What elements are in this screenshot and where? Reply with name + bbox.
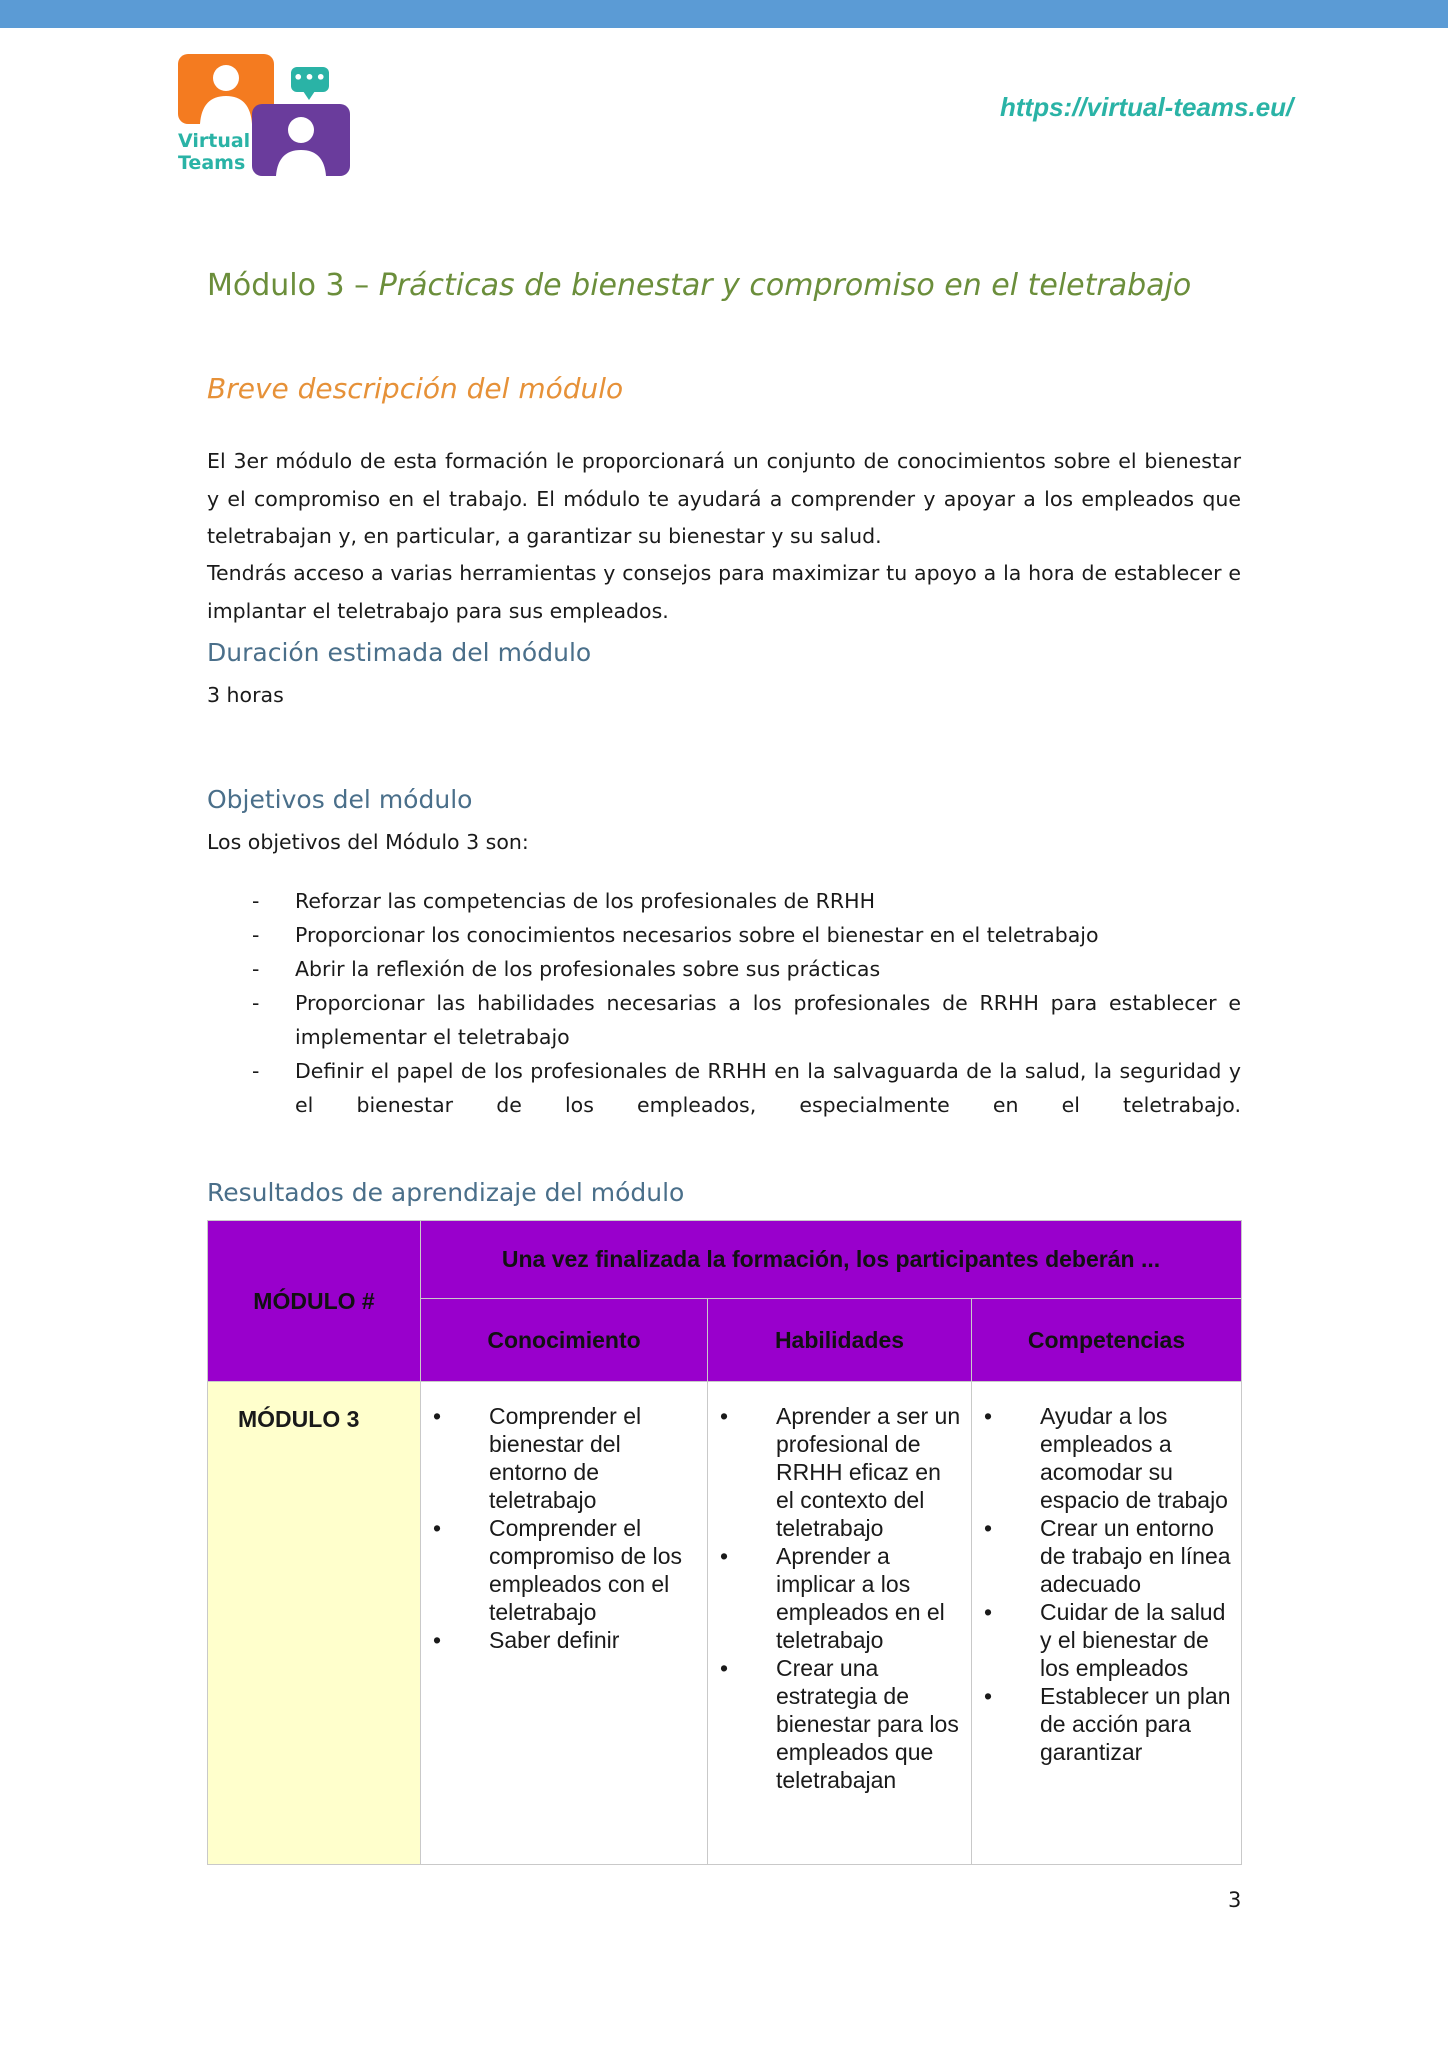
competences-column-header: Competencias bbox=[972, 1299, 1242, 1382]
virtual-teams-logo bbox=[176, 54, 352, 180]
chat-bubble-icon: ••• bbox=[291, 67, 329, 92]
module-title-text: Prácticas de bienestar y compromiso en el teletrabajo bbox=[378, 268, 1192, 303]
knowledge-column-header: Conocimiento bbox=[421, 1299, 708, 1382]
logo-purple-person-icon bbox=[252, 104, 350, 176]
description-paragraph-2: Tendrás acceso a varias herramientas y consejos para maximizar tu apoyo a la hora de establecer e implantar el teletrabajo para sus empleados. bbox=[207, 561, 1241, 623]
duration-heading: Duración estimada del módulo bbox=[207, 638, 592, 667]
duration-value: 3 horas bbox=[207, 683, 284, 707]
list-item: • Crear una estrategia de bienestar para los empleados que teletrabajan bbox=[708, 1654, 971, 1794]
learning-outcomes-table bbox=[207, 1220, 1242, 1865]
description-paragraph-1: El 3er módulo de esta formación le proporcionará un conjunto de conocimientos sobre el bienestar y el compromiso en el trabajo. El módulo te ayudará a comprender y apoyar a los empleados que teletrabajan y, en particular, a garantizar su bienestar y su salud. bbox=[207, 449, 1241, 548]
logo-text-line2: Teams bbox=[178, 152, 246, 174]
objectives-intro: Los objetivos del Módulo 3 son: bbox=[207, 830, 529, 854]
objective-item: - Proporcionar los conocimientos necesarios sobre el bienestar en el teletrabajo bbox=[252, 923, 1099, 947]
list-item: • Aprender a ser un profesional de RRHH eficaz en el contexto del teletrabajo bbox=[708, 1402, 971, 1542]
page-number: 3 bbox=[1228, 1888, 1242, 1912]
list-item: • Crear un entorno de trabajo en línea adecuado bbox=[972, 1514, 1241, 1598]
objectives-heading: Objetivos del módulo bbox=[207, 785, 473, 814]
objectives-list bbox=[207, 884, 1241, 1122]
site-url-link[interactable]: https://virtual-teams.eu/ bbox=[1000, 92, 1294, 122]
list-item: • Saber definir bbox=[421, 1626, 707, 1654]
module-name-cell: MÓDULO 3 bbox=[208, 1382, 421, 1865]
list-item: • Comprender el bienestar del entorno de teletrabajo bbox=[421, 1402, 707, 1514]
top-color-bar bbox=[0, 0, 1448, 28]
module-title bbox=[207, 268, 1191, 303]
list-item: • Aprender a implicar a los empleados en el teletrabajo bbox=[708, 1542, 971, 1654]
logo-text bbox=[178, 130, 250, 174]
knowledge-cell bbox=[421, 1382, 708, 1865]
list-item: • Establecer un plan de acción para garantizar bbox=[972, 1682, 1241, 1766]
objective-item: - Reforzar las competencias de los profesionales de RRHH bbox=[252, 889, 875, 913]
logo-text-line1: Virtual bbox=[178, 130, 251, 152]
competences-cell bbox=[972, 1382, 1242, 1865]
outcomes-top-header: Una vez finalizada la formación, los participantes deberán ... bbox=[421, 1221, 1242, 1299]
objective-item: - Definir el papel de los profesionales de RRHH en la salvaguarda de la salud, la seguridad y el bienestar de los empleados, especialmente en el teletrabajo. bbox=[252, 1059, 1241, 1117]
module-column-header: MÓDULO # bbox=[208, 1221, 421, 1382]
module-title-prefix: Módulo 3 – bbox=[207, 268, 379, 303]
learning-outcomes-heading: Resultados de aprendizaje del módulo bbox=[207, 1178, 685, 1207]
list-item: • Cuidar de la salud y el bienestar de los empleados bbox=[972, 1598, 1241, 1682]
description-heading: Breve descripción del módulo bbox=[207, 372, 624, 405]
list-item: • Comprender el compromiso de los empleados con el teletrabajo bbox=[421, 1514, 707, 1626]
skills-column-header: Habilidades bbox=[708, 1299, 972, 1382]
skills-cell bbox=[708, 1382, 972, 1865]
list-item: • Ayudar a los empleados a acomodar su espacio de trabajo bbox=[972, 1402, 1241, 1514]
objective-item: - Proporcionar las habilidades necesarias a los profesionales de RRHH para establecer e implementar el teletrabajo bbox=[252, 991, 1241, 1049]
objective-item: - Abrir la reflexión de los profesionales sobre sus prácticas bbox=[252, 957, 881, 981]
table-row bbox=[208, 1382, 1242, 1865]
